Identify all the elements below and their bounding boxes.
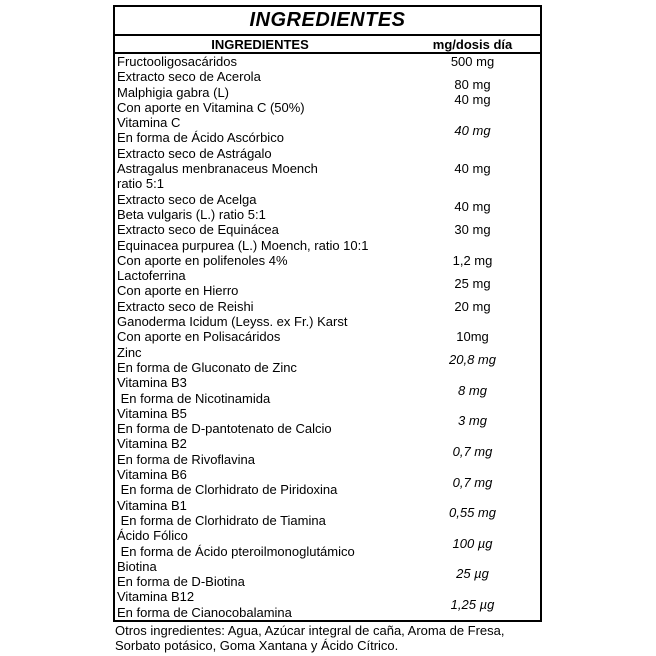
table-title: INGREDIENTES	[115, 7, 540, 36]
amount-cell	[405, 345, 540, 376]
ingredient-line: Vitamina B12	[117, 589, 195, 605]
ingredient-line: Lactoferrina	[117, 268, 186, 284]
ingredient-cell	[115, 559, 405, 590]
amount-value: 80 mg	[454, 76, 491, 92]
amount-value: 100 µg	[452, 535, 493, 551]
amount-value: 20 mg	[454, 298, 491, 314]
table-row	[115, 146, 540, 192]
ingredients-table	[113, 5, 542, 622]
amount-cell	[405, 146, 540, 192]
amount-value: 0,55 mg	[449, 505, 496, 521]
amount-cell	[405, 528, 540, 559]
ingredient-cell	[115, 528, 405, 559]
amount-cell	[405, 467, 540, 498]
ingredient-line: Ácido Fólico	[117, 528, 188, 544]
table-row	[115, 498, 540, 529]
amount-value: 40 mg	[454, 161, 491, 177]
amount-value: 0,7 mg	[452, 444, 493, 460]
ingredient-line: Extracto seco de Astrágalo	[117, 145, 272, 161]
amount-cell	[405, 115, 540, 146]
ingredient-line: En forma de D-Biotina	[117, 574, 245, 590]
ingredient-cell	[115, 406, 405, 437]
ingredient-line: Fructooligosacáridos	[117, 54, 237, 69]
amount-cell	[405, 54, 540, 69]
table-row	[115, 375, 540, 406]
table-row	[115, 528, 540, 559]
ingredient-line: Malphigia gabra (L)	[117, 84, 230, 100]
ingredient-line: Extracto seco de Acerola	[117, 69, 261, 85]
ingredient-cell	[115, 467, 405, 498]
ingredient-line: Vitamina B5	[117, 405, 187, 421]
ingredient-line: Con aporte en polifenoles 4%	[117, 252, 288, 268]
ingredient-line: Extracto seco de Reishi	[117, 298, 254, 314]
table-row	[115, 406, 540, 437]
ingredient-line: En forma de Rivoflavina	[117, 451, 256, 467]
ingredient-line: En forma de Nicotinamida	[117, 390, 271, 406]
table-row	[115, 589, 540, 620]
ingredient-line: Extracto seco de Acelga	[117, 191, 257, 207]
ingredient-cell	[115, 436, 405, 467]
amount-value: 0,7 mg	[452, 474, 493, 490]
amount-value: 1,25 µg	[450, 597, 495, 613]
ingredient-cell	[115, 222, 405, 268]
table-row	[115, 467, 540, 498]
amount-cell	[405, 375, 540, 406]
ingredient-line: Vitamina C	[117, 115, 181, 131]
header-ingredient-column: INGREDIENTES	[211, 36, 309, 52]
amount-cell	[405, 69, 540, 115]
amount-cell	[405, 436, 540, 467]
ingredient-line: Astragalus menbranaceus Moench	[117, 161, 318, 177]
ingredient-line: Vitamina B2	[117, 436, 187, 452]
ingredient-line: Vitamina B6	[117, 467, 187, 483]
ingredient-line: En forma de Ácido pteroilmonoglutámico	[117, 543, 355, 559]
amount-value: 25 mg	[454, 275, 491, 291]
ingredient-cell	[115, 498, 405, 529]
ingredient-cell	[115, 268, 405, 299]
ingredient-cell	[115, 146, 405, 192]
table-row	[115, 115, 540, 146]
ingredient-line: En forma de Ácido Ascórbico	[117, 130, 284, 146]
amount-cell	[405, 406, 540, 437]
ingredient-line: Vitamina B3	[117, 375, 187, 391]
amount-value: 500 mg	[450, 54, 495, 69]
ingredient-line: En forma de Gluconato de Zinc	[117, 359, 297, 375]
ingredient-cell	[115, 54, 405, 69]
amount-cell	[405, 299, 540, 345]
table-header	[115, 36, 540, 54]
ingredient-cell	[115, 375, 405, 406]
ingredient-line: Con aporte en Vitamina C (50%)	[117, 99, 305, 115]
ingredient-cell	[115, 345, 405, 376]
amount-value: 10mg	[456, 329, 489, 345]
ingredient-line: Vitamina B1	[117, 497, 187, 513]
table-row	[115, 192, 540, 223]
table-row	[115, 69, 540, 115]
amount-value: 40 mg	[454, 92, 491, 108]
table-row	[115, 268, 540, 299]
amount-value: 40 mg	[454, 122, 491, 138]
table-row	[115, 299, 540, 345]
table-row	[115, 559, 540, 590]
table-row	[115, 345, 540, 376]
ingredient-line: En forma de Clorhidrato de Piridoxina	[117, 482, 338, 498]
amount-cell	[405, 268, 540, 299]
amount-value: 8 mg	[458, 382, 487, 398]
ingredient-line: ratio 5:1	[117, 176, 164, 192]
ingredient-cell	[115, 299, 405, 345]
table-row	[115, 222, 540, 268]
ingredient-cell	[115, 115, 405, 146]
amount-value: 30 mg	[454, 222, 491, 238]
ingredient-line: Zinc	[117, 344, 142, 360]
amount-cell	[405, 222, 540, 268]
amount-cell	[405, 498, 540, 529]
ingredient-cell	[115, 69, 405, 115]
ingredient-line: Con aporte en Polisacáridos	[117, 329, 281, 345]
ingredient-line: Ganoderma Icidum (Leyss. ex Fr.) Karst	[117, 314, 348, 330]
amount-value: 40 mg	[454, 199, 491, 215]
ingredient-line: En forma de Clorhidrato de Tiamina	[117, 512, 326, 528]
ingredient-line: Extracto seco de Equinácea	[117, 222, 279, 238]
table-body	[115, 54, 540, 620]
amount-cell	[405, 192, 540, 223]
amount-value: 1,2 mg	[452, 252, 493, 268]
ingredient-cell	[115, 589, 405, 620]
ingredient-line: Equinacea purpurea (L.) Moench, ratio 10:1	[117, 237, 369, 253]
amount-value: 3 mg	[458, 413, 487, 429]
amount-value: 25 µg	[456, 566, 489, 582]
ingredient-line: En forma de D-pantotenato de Calcio	[117, 421, 332, 437]
other-ingredients-line-2: Sorbato potásico, Goma Xantana y Ácido Cítrico.	[115, 638, 399, 654]
other-ingredients-note	[115, 623, 555, 654]
table-row	[115, 436, 540, 467]
ingredient-line: Beta vulgaris (L.) ratio 5:1	[117, 206, 266, 222]
header-amount-column: mg/dosis día	[432, 36, 513, 52]
amount-value: 20,8 mg	[449, 352, 496, 368]
amount-cell	[405, 559, 540, 590]
ingredient-cell	[115, 192, 405, 223]
amount-cell	[405, 589, 540, 620]
other-ingredients-line-1: Otros ingredientes: Agua, Azúcar integral de caña, Aroma de Fresa,	[115, 623, 505, 638]
ingredient-line: Biotina	[117, 558, 157, 574]
table-row	[115, 54, 540, 69]
ingredient-line: Con aporte en Hierro	[117, 283, 239, 299]
ingredient-line: En forma de Cianocobalamina	[117, 604, 292, 620]
